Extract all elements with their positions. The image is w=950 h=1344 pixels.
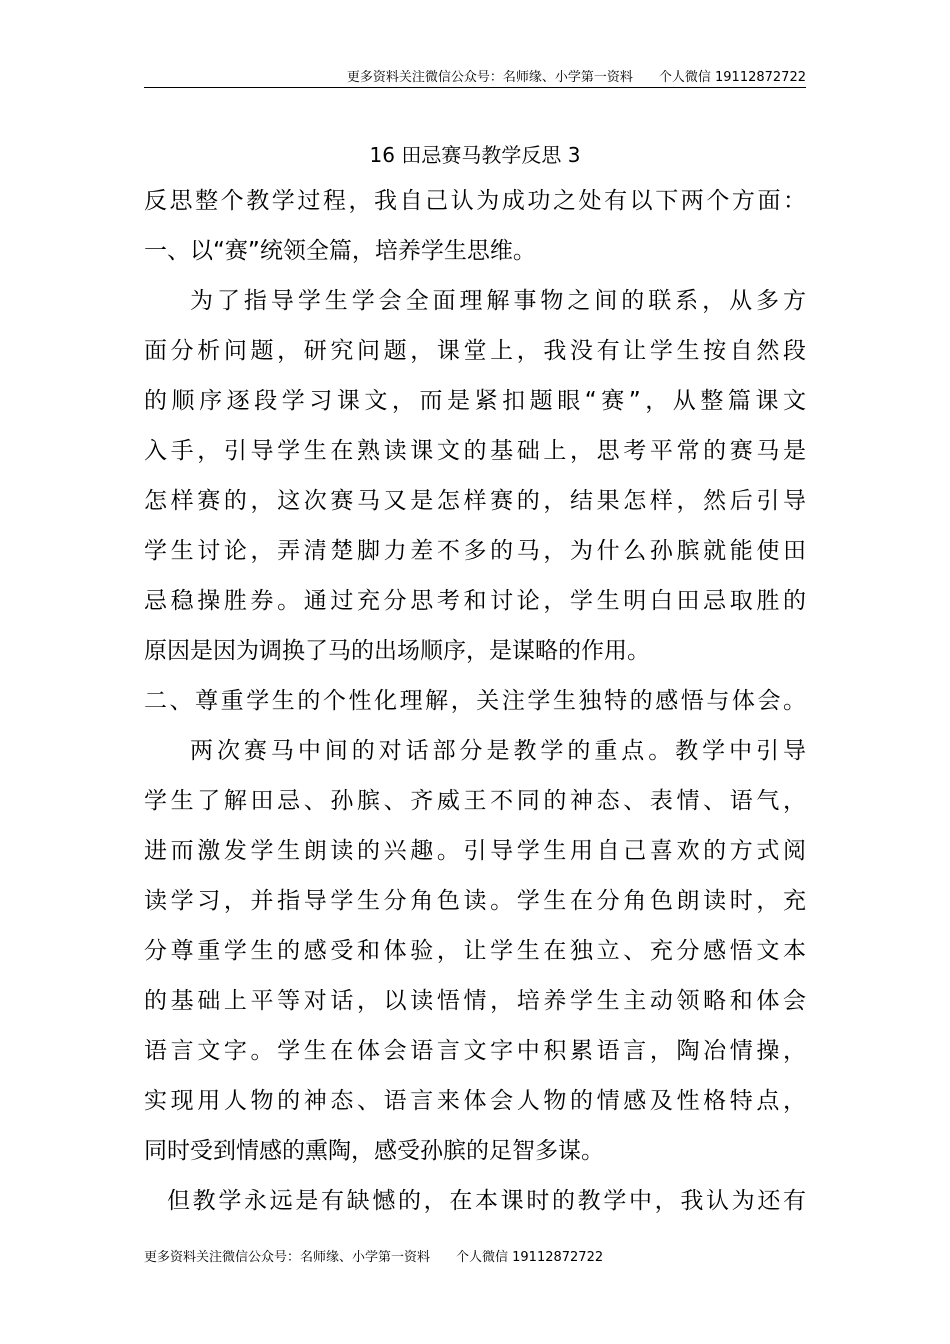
body-line-12: 两次赛马中间的对话部分是教学的重点。教学中引导 bbox=[190, 738, 806, 764]
body-line-7: 怎样赛的，这次赛马又是怎样赛的，结果怎样，然后引导 bbox=[144, 488, 806, 514]
body-line-21: 但教学永远是有缺憾的，在本课时的教学中，我认为还有 bbox=[167, 1188, 806, 1214]
body-line-18: 语言文字。学生在体会语言文字中积累语言，陶冶情操， bbox=[144, 1038, 806, 1064]
body-line-6: 入手，引导学生在熟读课文的基础上，思考平常的赛马是 bbox=[144, 438, 806, 464]
body-line-16: 分尊重学生的感受和体验，让学生在独立、充分感悟文本 bbox=[144, 938, 806, 964]
body-line-20: 同时受到情感的熏陶，感受孙膑的足智多谋。 bbox=[144, 1138, 604, 1164]
header-divider bbox=[144, 87, 806, 88]
body-line-13: 学生了解田忌、孙膑、齐威王不同的神态、表情、语气， bbox=[144, 788, 806, 814]
body-line-8: 学生讨论，弄清楚脚力差不多的马，为什么孙膑就能使田 bbox=[144, 538, 806, 564]
body-line-5: 的顺序逐段学习课文，而是紧扣题眼“赛”，从整篇课文 bbox=[144, 388, 806, 414]
body-line-9: 忌稳操胜券。通过充分思考和讨论，学生明白田忌取胜的 bbox=[144, 588, 806, 614]
body-line-3: 为了指导学生学会全面理解事物之间的联系，从多方 bbox=[190, 288, 806, 314]
body-line-10: 原因是因为调换了马的出场顺序，是谋略的作用。 bbox=[144, 638, 650, 664]
body-line-17: 的基础上平等对话，以读悟情，培养学生主动领略和体会 bbox=[144, 988, 806, 1014]
body-line-15: 读学习，并指导学生分角色读。学生在分角色朗读时，充 bbox=[144, 888, 806, 914]
body-line-19: 实现用人物的神态、语言来体会人物的情感及性格特点， bbox=[144, 1088, 806, 1114]
section-heading-2: 二、尊重学生的个性化理解，关注学生独特的感悟与体会。 bbox=[144, 688, 806, 714]
body-line-1: 反思整个教学过程，我自己认为成功之处有以下两个方面： bbox=[144, 188, 806, 214]
body-line-14: 进而激发学生朗读的兴趣。引导学生用自己喜欢的方式阅 bbox=[144, 838, 806, 864]
section-heading-1: 一、以“赛”统领全篇，培养学生思维。 bbox=[144, 238, 536, 264]
page-footer-text: 更多资料关注微信公众号：名师缘、小学第一资料 个人微信 19112872722 bbox=[144, 1250, 604, 1265]
page-header-text: 更多资料关注微信公众号：名师缘、小学第一资料 个人微信 19112872722 bbox=[346, 70, 806, 85]
document-title: 16 田忌赛马教学反思 3 bbox=[369, 143, 581, 167]
body-line-4: 面分析问题，研究问题，课堂上，我没有让学生按自然段 bbox=[144, 338, 806, 364]
